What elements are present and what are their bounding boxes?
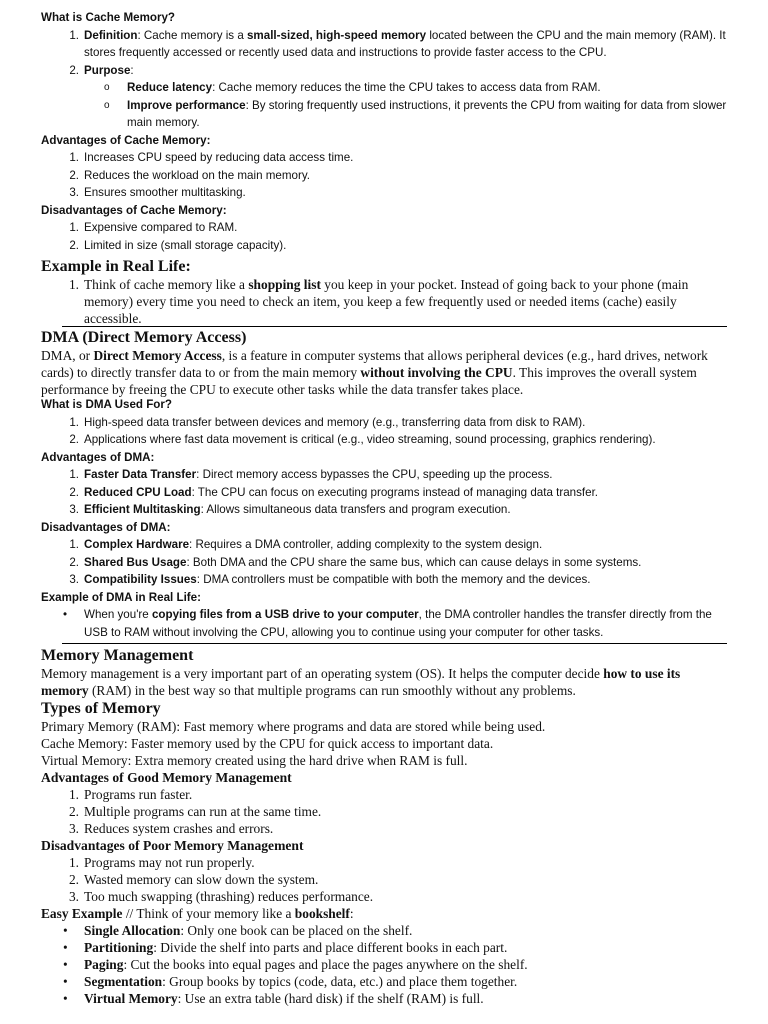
dma-section [41, 396, 727, 641]
mm-easy-example: Easy Example // Think of your memory like a bookshelf: [41, 906, 354, 921]
divider [62, 643, 727, 644]
divider [62, 326, 727, 327]
list-item: 1. High-speed data transfer between devices and memory (e.g., transferring data from disk to RAM). [69, 415, 586, 429]
list-item: 1. Faster Data Transfer: Direct memory access bypasses the CPU, speeding up the process. [69, 468, 553, 481]
list-item: 1. Increases CPU speed by reducing data access time. [69, 151, 354, 164]
purpose-sublist [41, 79, 727, 132]
list-item: 3. Compatibility Issues: DMA controllers must be compatible with both the memory and the devices. [69, 573, 591, 586]
mm-type-line: Virtual Memory: Extra memory created using the hard drive when RAM is full. [41, 753, 468, 768]
cache-dis-list [41, 219, 727, 254]
dma-used-title: What is DMA Used For? [41, 398, 172, 411]
mm-type-line: Cache Memory: Faster memory used by the CPU for quick access to important data. [41, 736, 494, 751]
list-item: 2. Wasted memory can slow down the system. [68, 872, 319, 887]
list-item: 1. Expensive compared to RAM. [69, 221, 238, 234]
cache-example-title: Example in Real Life: [41, 258, 191, 275]
mm-types-title: Types of Memory [41, 700, 161, 717]
list-item: 3. Too much swapping (thrashing) reduces performance. [68, 889, 374, 904]
cache-list [41, 27, 727, 80]
list-item: 3. Reduces system crashes and errors. [68, 821, 274, 836]
list-item: • Single Allocation: Only one book can be placed on the shelf. [63, 923, 413, 938]
list-item: 3. Efficient Multitasking: Allows simultaneous data transfers and program execution. [69, 503, 511, 516]
list-item: • Segmentation: Group books by topics (code, data, etc.) and place them together. [63, 974, 518, 989]
cache-title: What is Cache Memory? [41, 11, 176, 24]
dma-intro-block [41, 328, 727, 398]
mm-section [41, 646, 727, 1007]
dma-adv-title: Advantages of DMA: [41, 450, 155, 464]
list-item: o Reduce latency: Cache memory reduces the time the CPU takes to access data from RAM. [104, 81, 601, 94]
list-item: 2. Multiple programs can run at the same time. [68, 804, 322, 819]
mm-type-line: Primary Memory (RAM): Fast memory where programs and data are stored while being used. [41, 719, 546, 734]
list-item: 2. Applications where fast data movement is critical (e.g., video streaming, sound processing, graphics rendering). [69, 433, 656, 446]
list-item: 2. Purpose: [69, 63, 134, 77]
dma-dis-title: Disadvantages of DMA: [41, 520, 171, 534]
dma-intro: DMA, or Direct Memory Access, is a feature in computer systems that allows peripheral devices (e.g., hard drives, network cards) to directly transfer data to or from the main memory without involving the CPU. This improves the overall system performance by freeing the CPU to execute other tasks while the data transfer takes place. [41, 348, 708, 397]
list-item: 1. Definition: Cache memory is a small-sized, high-speed memory located between the CPU and the main memory (RAM). It stores frequently accessed or recently used data and instructions to provide faster access to the CPU. [69, 28, 726, 59]
list-item: • When you're copying files from a USB drive to your computer, the DMA controller handles the transfer directly from the USB to RAM without involving the CPU, allowing you to continue using your computer for other tasks. [63, 608, 712, 639]
list-item: • Virtual Memory: Use an extra table (hard disk) if the shelf (RAM) is full. [63, 991, 484, 1006]
cache-section [41, 9, 727, 254]
list-item: 1. Programs run faster. [68, 787, 193, 802]
list-item: 2. Limited in size (small storage capacity). [69, 238, 287, 252]
mm-intro: Memory management is a very important part of an operating system (OS). It helps the computer decide how to use its memory (RAM) in the best way so that multiple programs can run smoothly without any problems. [41, 666, 681, 698]
list-item: 1. Programs may not run properly. [68, 855, 255, 870]
mm-dis-title: Disadvantages of Poor Memory Management [41, 838, 304, 853]
cache-example [41, 257, 727, 327]
list-item: 2. Shared Bus Usage: Both DMA and the CPU share the same bus, which can cause delays in some systems. [69, 555, 642, 569]
cache-adv-list [41, 149, 727, 202]
cache-dis-title: Disadvantages of Cache Memory: [41, 203, 227, 217]
list-item: 1. Complex Hardware: Requires a DMA controller, adding complexity to the system design. [69, 538, 543, 551]
list-item: o Improve performance: By storing frequently used instructions, it prevents the CPU from waiting for data from slower main memory. [104, 98, 727, 129]
list-item: 3. Ensures smoother multitasking. [69, 186, 246, 199]
mm-adv-title: Advantages of Good Memory Management [41, 770, 292, 785]
list-item: 2. Reduces the workload on the main memory. [69, 168, 310, 182]
list-item: 1. Think of cache memory like a shopping list you keep in your pocket. Instead of going back to your phone (main memory) every time you need to check an item, you keep a few frequently used or needed items (cache) easily accessible. [68, 277, 689, 326]
dma-example-title: Example of DMA in Real Life: [41, 590, 201, 604]
cache-adv-title: Advantages of Cache Memory: [41, 133, 211, 147]
mm-title: Memory Management [41, 647, 194, 664]
list-item: • Partitioning: Divide the shelf into parts and place different books in each part. [63, 940, 508, 955]
list-item: 2. Reduced CPU Load: The CPU can focus on executing programs instead of managing data transfer. [69, 485, 599, 499]
dma-title: DMA (Direct Memory Access) [41, 329, 247, 346]
list-item: • Paging: Cut the books into equal pages and place the pages anywhere on the shelf. [63, 957, 528, 972]
